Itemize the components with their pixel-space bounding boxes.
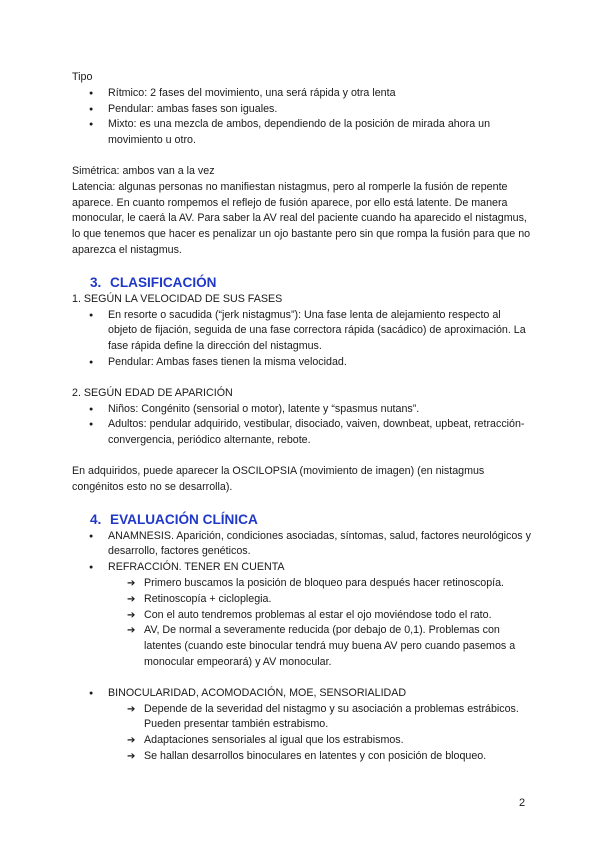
list-item: ➔ Con el auto tendremos problemas al estar el ojo moviéndose todo el rato.	[72, 608, 532, 624]
list-item: ● Adultos: pendular adquirido, vestibular, disociado, vaiven, downbeat, upbeat, retracción-convergencia, periódico alternante, rebote.	[72, 417, 532, 449]
list-item: ● REFRACCIÓN. TENER EN CUENTA	[72, 560, 532, 576]
section-3-number: 3.	[90, 274, 102, 290]
latencia-paragraph: Latencia: algunas personas no manifiestan nistagmus, pero al romperle la fusión de repente aparece. En cuanto rompemos el reflejo de fusión aparece, por ello está latente. De manera monocular, le caerá la AV. Para saber la AV real del paciente cuando ha aparecido el nistagmus, lo que tenemos que hacer es penalizar un ojo bastante pero sin que rompa la fusión para que no aparezca el nistagmus.	[72, 180, 531, 256]
simetrica-line: Simétrica: ambos van a la vez	[72, 164, 215, 177]
sub-heading-velocidad: 1. SEGÚN LA VELOCIDAD DE SUS FASES	[72, 292, 283, 305]
edad-list	[72, 402, 532, 449]
list-item: ➔ AV, De normal a severamente reducida (por debajo de 0,1). Problemas con latentes (cuando este binocular tendrá muy buena AV pero cuando pasemos a monocular empeorará) y AV monocular.	[72, 623, 532, 670]
list-item: ● BINOCULARIDAD, ACOMODACIÓN, MOE, SENSORIALIDAD	[72, 686, 532, 702]
list-item: ● Niños: Congénito (sensorial o motor), latente y “spasmus nutans”.	[72, 402, 532, 418]
section-4-title: EVALUACIÓN CLÍNICA	[110, 511, 258, 527]
list-item: ● Mixto: es una mezcla de ambos, dependiendo de la posición de mirada ahora un movimiento u otro.	[72, 117, 532, 149]
list-item: ● En resorte o sacudida (“jerk nistagmus”): Una fase lenta de alejamiento respecto al objeto de fijación, seguida de una fase correctora rápida (sacádico) de aproximación. La fase rápida define la dirección del nistagmus.	[72, 308, 532, 355]
list-item: ● Pendular: Ambas fases tienen la misma velocidad.	[72, 355, 532, 371]
list-item: ● Pendular: ambas fases son iguales.	[72, 102, 532, 118]
binocularidad-list	[72, 686, 532, 702]
section-3-title: CLASIFICACIÓN	[110, 274, 217, 290]
list-item: ➔ Adaptaciones sensoriales al igual que los estrabismos.	[72, 733, 532, 749]
tipo-list	[72, 86, 532, 149]
section-3-heading	[72, 274, 532, 292]
page-number: 2	[519, 797, 526, 809]
oscilopsia-note: En adquiridos, puede aparecer la OSCILOPSIA (movimiento de imagen) (en nistagmus congénitos esto no se desarrolla).	[72, 464, 485, 493]
binocularidad-sublist	[72, 702, 532, 765]
section-4-number: 4.	[90, 511, 102, 527]
list-item: ● Rítmico: 2 fases del movimiento, una será rápida y otra lenta	[72, 86, 532, 102]
document-page	[72, 70, 532, 765]
refraccion-sublist	[72, 576, 532, 671]
list-item: ➔ Retinoscopía + cicloplegia.	[72, 592, 532, 608]
list-item: ● ANAMNESIS. Aparición, condiciones asociadas, síntomas, salud, factores neurológicos y desarrollo, factores genéticos.	[72, 529, 532, 561]
list-item: ➔ Se hallan desarrollos binoculares en latentes y con posición de bloqueo.	[72, 749, 532, 765]
sub-heading-edad: 2. SEGÚN EDAD DE APARICIÓN	[72, 386, 233, 399]
tipo-heading: Tipo	[72, 71, 93, 83]
section-4-heading	[72, 511, 532, 529]
evaluacion-list	[72, 529, 532, 576]
velocidad-list	[72, 308, 532, 371]
list-item: ➔ Primero buscamos la posición de bloqueo para después hacer retinoscopía.	[72, 576, 532, 592]
list-item: ➔ Depende de la severidad del nistagmo y su asociación a problemas estrábicos. Pueden presentar también estrabismo.	[72, 702, 532, 734]
